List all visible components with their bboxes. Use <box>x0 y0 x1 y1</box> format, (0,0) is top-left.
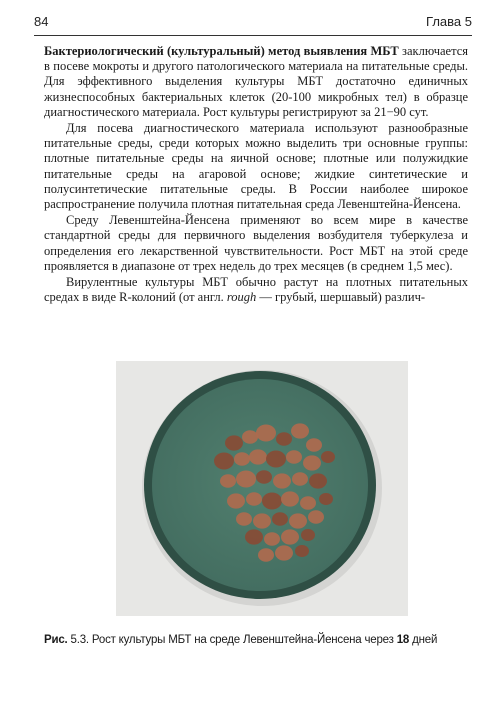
petri-dish-image <box>116 361 408 616</box>
colony <box>281 529 299 544</box>
paragraph-4-text-end: — грубый, шершавый) различ- <box>256 290 426 305</box>
colony <box>292 472 308 486</box>
caption-label: Рис. <box>44 634 68 646</box>
paragraph-1-text: заключается в посеве мокроты и другого патологического материала на питательные среды. Для эффективного выделения культуры МБТ достаточно единичных жизнеспособных бактериальных клеток (20-100 микробных тел) в образце диагностического материала. Рост культуры регистрируют за 21−90 сут. <box>44 44 468 119</box>
colony <box>256 470 272 484</box>
colony <box>234 452 250 466</box>
colony <box>300 496 316 510</box>
colony <box>295 545 309 557</box>
colony <box>249 449 267 464</box>
colony <box>266 451 286 468</box>
colony <box>246 492 262 506</box>
colony <box>306 438 322 452</box>
colony <box>276 432 292 446</box>
colony <box>303 455 321 470</box>
colony <box>253 513 271 528</box>
colony <box>242 430 258 444</box>
chapter-label: Глава 5 <box>426 14 472 29</box>
caption-text: 5.3. Рост культуры МБТ на среде Левенштейна-Йенсена через <box>67 634 397 646</box>
colony <box>319 493 333 505</box>
colony <box>225 435 243 450</box>
colony <box>309 473 327 488</box>
paragraph-1 <box>44 44 468 120</box>
colony <box>321 451 335 463</box>
colony <box>301 529 315 541</box>
paragraph-2: Для посева диагностического материала используют разнообразные питательные среды, среди которых можно выделить три основные группы: плотные питательные среды на яичной основе; плотные или полужидкие питательные среды на агаровой основе; жидкие синтетические и полусинтетические питательные среды. В России наиболее широкое распространение получила плотная питательная среда Левенштейна-Йенсена. <box>44 121 468 212</box>
figure-photo <box>116 361 408 616</box>
italic-term: rough <box>226 290 257 305</box>
colony <box>256 425 276 442</box>
colony <box>236 471 256 488</box>
paragraph-3: Среду Левенштейна-Йенсена применяют во всем мире в качестве стандартной среды для первичного выделения возбудителя туберкулеза и определения его лекарственной чувствительности. Рост МБТ на этой среде проявляется в диапазоне от трех недель до трех месяцев (в среднем 1,5 мес). <box>44 213 468 273</box>
colony <box>245 529 263 544</box>
colony <box>286 450 302 464</box>
caption-end: дней <box>409 634 438 646</box>
caption-bold: 18 <box>396 634 410 646</box>
colony <box>275 545 293 560</box>
header-rule <box>34 35 472 36</box>
colony <box>289 513 307 528</box>
colony <box>281 491 299 506</box>
colony <box>214 453 234 470</box>
colony <box>236 512 252 526</box>
colony <box>291 423 309 438</box>
colony <box>273 473 291 488</box>
colony <box>220 474 236 488</box>
bold-lead: Бактериологический (культуральный) метод выявления МБТ <box>44 44 399 58</box>
running-header <box>34 14 472 34</box>
paragraph-4-text: Вирулентные культуры МБТ обычно растут на плотных питательных средах в виде R-колоний (от англ. <box>44 275 468 305</box>
colony <box>227 493 245 508</box>
body-text <box>44 44 468 306</box>
colony <box>264 532 280 546</box>
page-number: 84 <box>34 14 49 29</box>
colony <box>258 548 274 562</box>
colony <box>262 493 282 510</box>
colony <box>272 512 288 526</box>
paragraph-4 <box>44 275 468 305</box>
figure-caption <box>44 634 474 646</box>
colony <box>308 510 324 524</box>
